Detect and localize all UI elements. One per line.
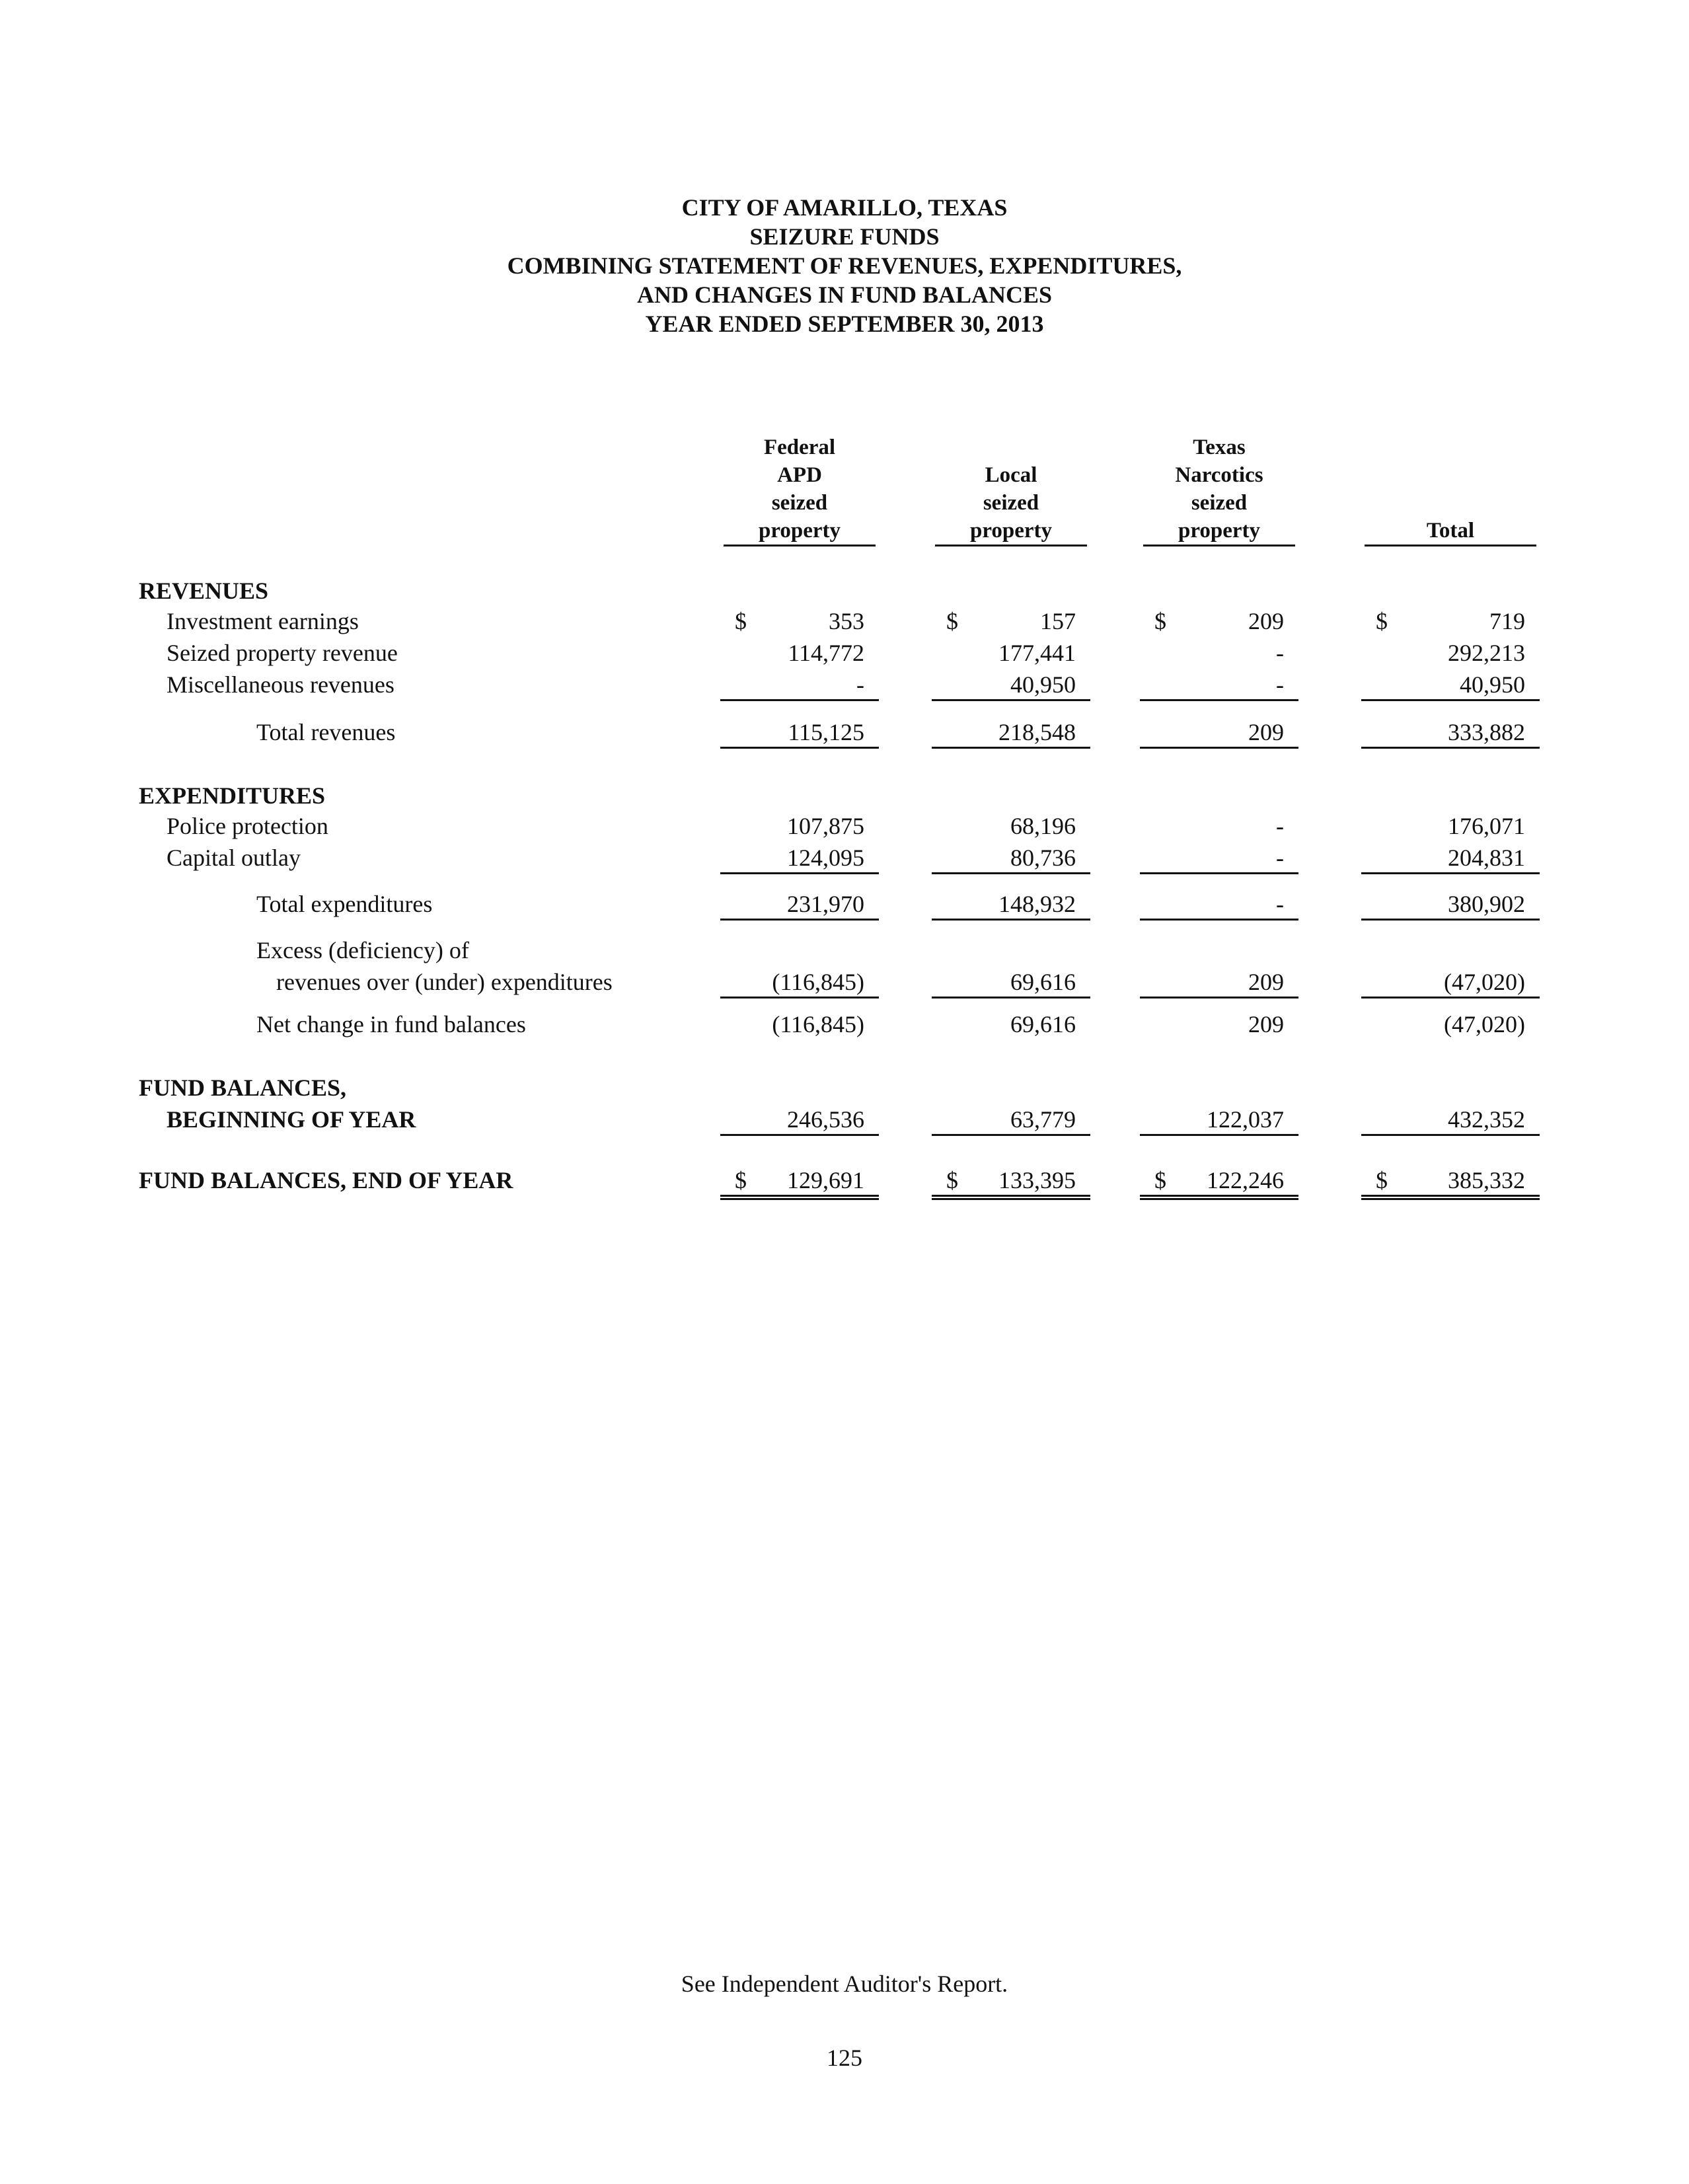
cell-end-federal: $ 129,691 [720,1166,879,1200]
cell-end-texas: $ 122,246 [1140,1166,1298,1200]
cell-investment-local: $ 157 [946,608,1076,634]
cell-seized-local: 177,441 [998,640,1076,666]
cell-police-local: 68,196 [1010,813,1076,839]
cell-capital-texas: - [1140,843,1298,874]
row-label-seized: Seized property revenue [167,640,398,666]
column-header-texas: Texas Narcotics seized property [1143,433,1295,546]
cell-seized-texas: - [1276,640,1284,666]
cell-investment-total: $ 719 [1376,608,1525,634]
row-label-net-change: Net change in fund balances [256,1011,526,1037]
cell-end-local: $ 133,395 [932,1166,1090,1200]
cell-begin-local: 63,779 [932,1105,1090,1136]
cell-total-revenues-total: 333,882 [1361,718,1540,749]
auditor-report-note: See Independent Auditor's Report. [681,1971,1008,1997]
cell-capital-local: 80,736 [932,843,1090,874]
cell-total-revenues-federal: 115,125 [720,718,879,749]
cell-seized-federal: 114,772 [788,640,864,666]
cell-capital-federal: 124,095 [720,843,879,874]
cell-net-change-total: (47,020) [1444,1011,1525,1037]
cell-net-change-federal: (116,845) [772,1011,864,1037]
statement-title [0,193,1689,338]
cell-total-expenditures-federal: 231,970 [720,889,879,921]
title-line-5: YEAR ENDED SEPTEMBER 30, 2013 [645,311,1044,337]
row-label-excess-line2: revenues over (under) expenditures [276,969,613,995]
cell-total-revenues-local: 218,548 [932,718,1090,749]
cell-investment-texas: $ 209 [1154,608,1284,634]
cell-misc-federal: - [720,670,879,701]
section-fund-balances-end: FUND BALANCES, END OF YEAR [139,1167,513,1193]
cell-net-change-local: 69,616 [1010,1011,1076,1037]
row-label-investment: Investment earnings [167,608,359,634]
section-expenditures: EXPENDITURES [139,782,326,809]
cell-begin-federal: 246,536 [720,1105,879,1136]
row-label-police: Police protection [167,813,328,839]
column-header-total: Total [1365,433,1536,546]
cell-excess-federal: (116,845) [720,967,879,998]
cell-capital-total: 204,831 [1361,843,1540,874]
section-fund-balances-beginning-1: FUND BALANCES, [139,1074,347,1101]
cell-total-expenditures-texas: - [1140,889,1298,921]
row-label-misc: Miscellaneous revenues [167,671,394,698]
cell-excess-texas: 209 [1140,967,1298,998]
cell-excess-local: 69,616 [932,967,1090,998]
cell-police-total: 176,071 [1448,813,1525,839]
title-line-2: SEIZURE FUNDS [749,223,940,250]
column-header-federal: Federal APD seized property [724,433,876,546]
title-line-4: AND CHANGES IN FUND BALANCES [636,282,1053,308]
title-line-3: COMBINING STATEMENT OF REVENUES, EXPENDITURES, [507,252,1182,279]
cell-misc-local: 40,950 [932,670,1090,701]
cell-begin-total: 432,352 [1361,1105,1540,1136]
row-label-total-revenues: Total revenues [256,719,396,745]
cell-total-expenditures-local: 148,932 [932,889,1090,921]
cell-total-expenditures-total: 380,902 [1361,889,1540,921]
cell-excess-total: (47,020) [1361,967,1540,998]
row-label-total-expenditures: Total expenditures [256,891,433,917]
cell-police-texas: - [1276,813,1284,839]
cell-seized-total: 292,213 [1448,640,1525,666]
title-line-1: CITY OF AMARILLO, TEXAS [681,194,1008,221]
row-label-excess-line1: Excess (deficiency) of [256,937,469,963]
cell-end-total: $ 385,332 [1361,1166,1540,1200]
section-revenues: REVENUES [139,578,269,604]
page-number: 125 [827,2045,862,2071]
column-header-local: Local seized property [935,433,1087,546]
cell-total-revenues-texas: 209 [1140,718,1298,749]
cell-begin-texas: 122,037 [1140,1105,1298,1136]
cell-net-change-texas: 209 [1248,1011,1284,1037]
cell-misc-total: 40,950 [1361,670,1540,701]
row-label-capital: Capital outlay [167,845,301,871]
section-fund-balances-beginning-2: BEGINNING OF YEAR [167,1106,416,1133]
cell-misc-texas: - [1140,670,1298,701]
cell-investment-federal: $ 353 [735,608,864,634]
cell-police-federal: 107,875 [787,813,864,839]
